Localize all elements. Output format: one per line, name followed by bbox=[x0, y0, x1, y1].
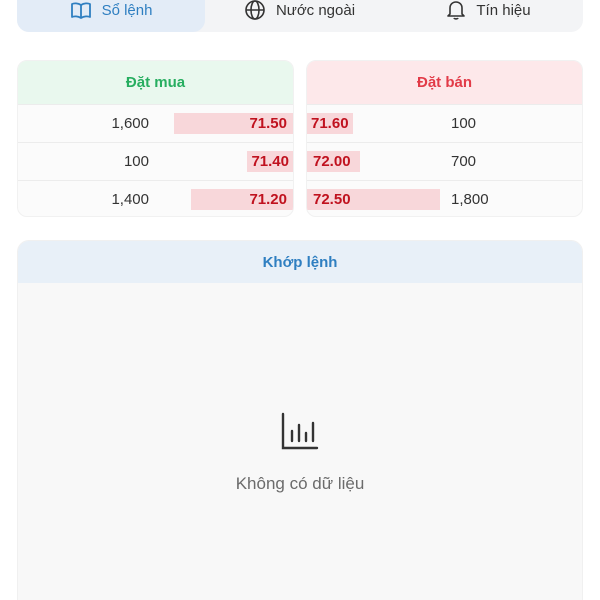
buy-row[interactable] bbox=[18, 104, 293, 142]
buy-volume: 1,600 bbox=[111, 115, 149, 132]
buy-orders-panel bbox=[17, 60, 294, 217]
sell-price: 71.60 bbox=[307, 113, 353, 134]
buy-header: Đặt mua bbox=[18, 61, 293, 104]
bell-icon bbox=[446, 0, 466, 21]
matched-header: Khớp lệnh bbox=[18, 241, 582, 283]
tab-order-book[interactable] bbox=[17, 0, 205, 32]
buy-price: 71.40 bbox=[247, 151, 293, 172]
sell-header: Đặt bán bbox=[307, 61, 582, 104]
empty-text: Không có dữ liệu bbox=[235, 474, 365, 493]
sell-volume: 700 bbox=[451, 153, 477, 170]
globe-icon bbox=[244, 0, 266, 21]
tab-label: Sổ lệnh bbox=[101, 1, 153, 19]
sell-row[interactable] bbox=[307, 180, 582, 217]
buy-price: 71.50 bbox=[249, 115, 287, 132]
top-tab-bar bbox=[17, 0, 583, 32]
sell-price: 72.50 bbox=[313, 191, 351, 208]
buy-row[interactable] bbox=[18, 180, 293, 217]
sell-volume: 100 bbox=[451, 115, 477, 132]
buy-row[interactable] bbox=[18, 142, 293, 180]
tab-label: Tín hiệu bbox=[476, 1, 531, 19]
buy-volume: 100 bbox=[123, 153, 149, 170]
sell-price: 72.00 bbox=[313, 153, 351, 170]
buy-price: 71.20 bbox=[249, 191, 287, 208]
sell-row[interactable] bbox=[307, 104, 582, 142]
sell-orders-panel bbox=[306, 60, 583, 217]
book-icon bbox=[70, 0, 92, 20]
tab-foreign[interactable] bbox=[205, 0, 394, 32]
bar-chart-icon bbox=[280, 411, 320, 456]
empty-state bbox=[18, 411, 582, 494]
tab-signals[interactable] bbox=[394, 0, 583, 32]
tab-label: Nước ngoài bbox=[275, 1, 356, 19]
buy-volume: 1,400 bbox=[111, 191, 149, 208]
matched-orders-panel bbox=[17, 240, 583, 600]
sell-volume: 1,800 bbox=[451, 191, 489, 208]
sell-row[interactable] bbox=[307, 142, 582, 180]
